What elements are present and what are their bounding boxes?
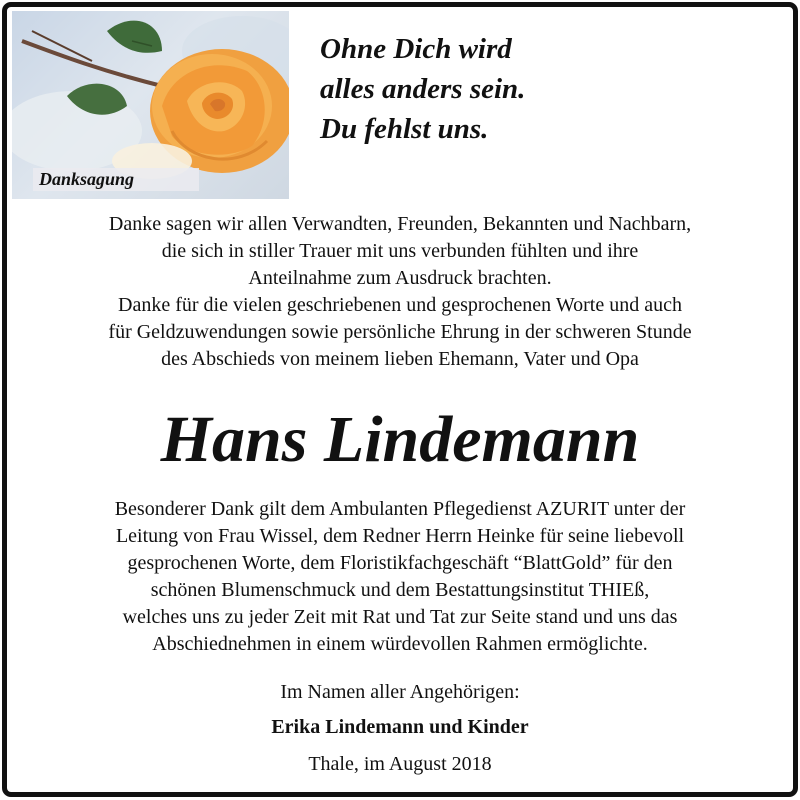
thanks-line: welches uns zu jeder Zeit mit Rat und Tat zur Seite stand und uns das (122, 606, 678, 628)
rose-photo (12, 11, 289, 199)
intro-line: Anteilnahme zum Ausdruck brachten. (248, 267, 552, 289)
intro-line: für Geldzuwendungen sowie persönliche Ehrung in der schweren Stunde (108, 321, 692, 343)
on-behalf-line: Im Namen aller Angehörigen: (280, 681, 520, 703)
thanks-line: Besonderer Dank gilt dem Ambulanten Pflegedienst AZURIT unter der (114, 498, 686, 520)
place-date: Thale, im August 2018 (308, 753, 492, 775)
thanks-line: schönen Blumenschmuck und dem Bestattungsinstitut THIEß, (150, 579, 650, 601)
intro-line: Danke für die vielen geschriebenen und gesprochenen Worte und auch (118, 294, 682, 316)
thanks-paragraph (7, 496, 793, 658)
photo-caption: Danksagung (33, 168, 199, 191)
thanks-line: Leitung von Frau Wissel, dem Redner Herrn Heinke für seine liebevoll (115, 525, 685, 547)
intro-line: Danke sagen wir allen Verwandten, Freunden, Bekannten und Nachbarn, (108, 213, 692, 235)
motto-line: Ohne Dich wird (320, 33, 512, 65)
motto (320, 29, 760, 149)
motto-line: alles anders sein. (320, 73, 526, 105)
motto-line: Du fehlst uns. (320, 113, 489, 145)
intro-line: des Abschieds von meinem lieben Ehemann, Vater und Opa (161, 348, 639, 370)
signers: Erika Lindemann und Kinder (271, 716, 529, 738)
deceased-name: Hans Lindemann (160, 403, 640, 476)
thanks-line: Abschiednehmen in einem würdevollen Rahmen ermöglichte. (152, 633, 648, 655)
notice-frame (2, 2, 798, 797)
thanks-line: gesprochenen Worte, dem Floristikfachgeschäft “BlattGold” für den (127, 552, 673, 574)
intro-paragraph (7, 211, 793, 373)
intro-line: die sich in stiller Trauer mit uns verbunden fühlten und ihre (161, 240, 639, 262)
